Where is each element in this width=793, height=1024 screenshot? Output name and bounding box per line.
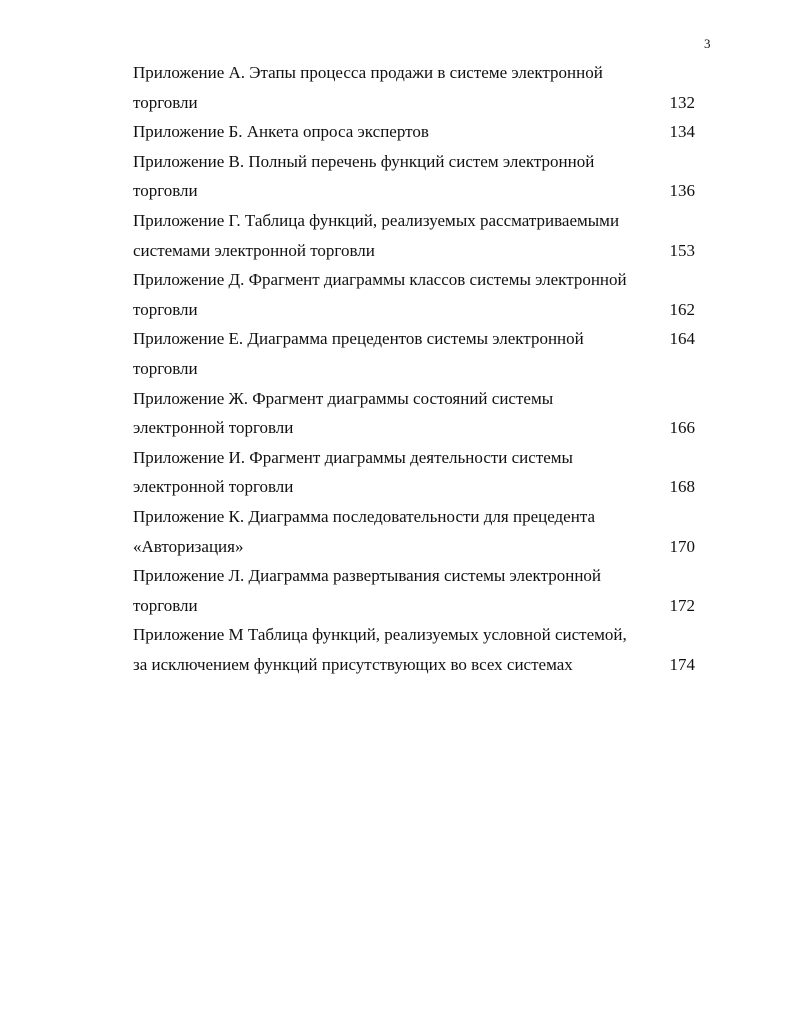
- toc-entry-title: торговли: [133, 92, 198, 112]
- toc-entry-page: 162: [669, 299, 695, 319]
- toc-entry-page: 136: [669, 181, 695, 201]
- toc-entry-title: «Авторизация»: [133, 536, 244, 556]
- toc-entry: [133, 117, 695, 147]
- toc-entry-page: 153: [669, 240, 695, 260]
- toc-entry-title: Приложение М Таблица функций, реализуемых условной системой,: [133, 625, 627, 645]
- toc-entry-title: торговли: [133, 358, 198, 378]
- toc-entry-line: [133, 561, 695, 591]
- toc-entry-title: Приложение Г. Таблица функций, реализуемых рассматриваемыми: [133, 210, 620, 230]
- toc-entry-title: электронной торговли: [133, 418, 294, 438]
- toc-entry: [133, 206, 695, 265]
- table-of-contents: [133, 58, 695, 679]
- toc-entry: [133, 265, 695, 324]
- toc-entry-title: Приложение В. Полный перечень функций систем электронной: [133, 151, 595, 171]
- toc-entry-line: [133, 236, 695, 266]
- page-number: 3: [704, 36, 711, 51]
- toc-entry-title: Приложение Ж. Фрагмент диаграммы состояний системы: [133, 388, 554, 408]
- toc-entry-line: [133, 532, 695, 562]
- toc-entry: [133, 147, 695, 206]
- toc-entry-line: [133, 354, 695, 384]
- toc-entry-line: [133, 117, 695, 147]
- toc-entry-line: [133, 443, 695, 473]
- toc-entry-page: 174: [669, 654, 695, 674]
- toc-entry-page: 134: [669, 122, 695, 142]
- toc-entry-title: Приложение Е. Диаграмма прецедентов системы электронной: [133, 329, 584, 349]
- toc-entry-line: [133, 176, 695, 206]
- toc-entry-title: торговли: [133, 299, 198, 319]
- toc-entry: [133, 443, 695, 502]
- toc-entry-line: [133, 413, 695, 443]
- toc-entry-line: [133, 324, 695, 354]
- toc-entry-line: [133, 295, 695, 325]
- toc-entry-title: торговли: [133, 181, 198, 201]
- toc-entry: [133, 58, 695, 117]
- toc-entry-line: [133, 88, 695, 118]
- toc-entry-title: Приложение Д. Фрагмент диаграммы классов системы электронной: [133, 270, 627, 290]
- toc-entry-page: 168: [669, 477, 695, 497]
- toc-entry-line: [133, 620, 695, 650]
- toc-entry-title: торговли: [133, 595, 198, 615]
- toc-entry: [133, 384, 695, 443]
- toc-entry-page: 132: [669, 92, 695, 112]
- toc-entry: [133, 620, 695, 679]
- toc-entry-title: Приложение К. Диаграмма последовательности для прецедента: [133, 506, 596, 526]
- toc-entry-line: [133, 472, 695, 502]
- toc-entry-line: [133, 265, 695, 295]
- toc-entry-title: электронной торговли: [133, 477, 294, 497]
- toc-entry-title: за исключением функций присутствующих во всех системах: [133, 654, 573, 674]
- toc-entry-line: [133, 650, 695, 680]
- toc-entry: [133, 324, 695, 383]
- toc-entry-line: [133, 147, 695, 177]
- toc-entry-page: 172: [669, 595, 695, 615]
- toc-entry-line: [133, 502, 695, 532]
- toc-entry-page: 170: [669, 536, 695, 556]
- toc-entry-line: [133, 206, 695, 236]
- toc-entry: [133, 502, 695, 561]
- toc-entry-title: Приложение А. Этапы процесса продажи в системе электронной: [133, 63, 603, 82]
- toc-entry-page: 164: [669, 329, 695, 349]
- toc-entry-title: Приложение И. Фрагмент диаграммы деятельности системы: [133, 447, 573, 467]
- toc-entry-title: Приложение Л. Диаграмма развертывания системы электронной: [133, 566, 602, 586]
- toc-entry-line: [133, 58, 695, 88]
- toc-entry: [133, 561, 695, 620]
- toc-entry-line: [133, 591, 695, 621]
- toc-entry-page: 166: [669, 418, 695, 438]
- toc-entry-title: Приложение Б. Анкета опроса экспертов: [133, 122, 429, 142]
- toc-entry-title: системами электронной торговли: [133, 240, 375, 260]
- toc-entry-line: [133, 384, 695, 414]
